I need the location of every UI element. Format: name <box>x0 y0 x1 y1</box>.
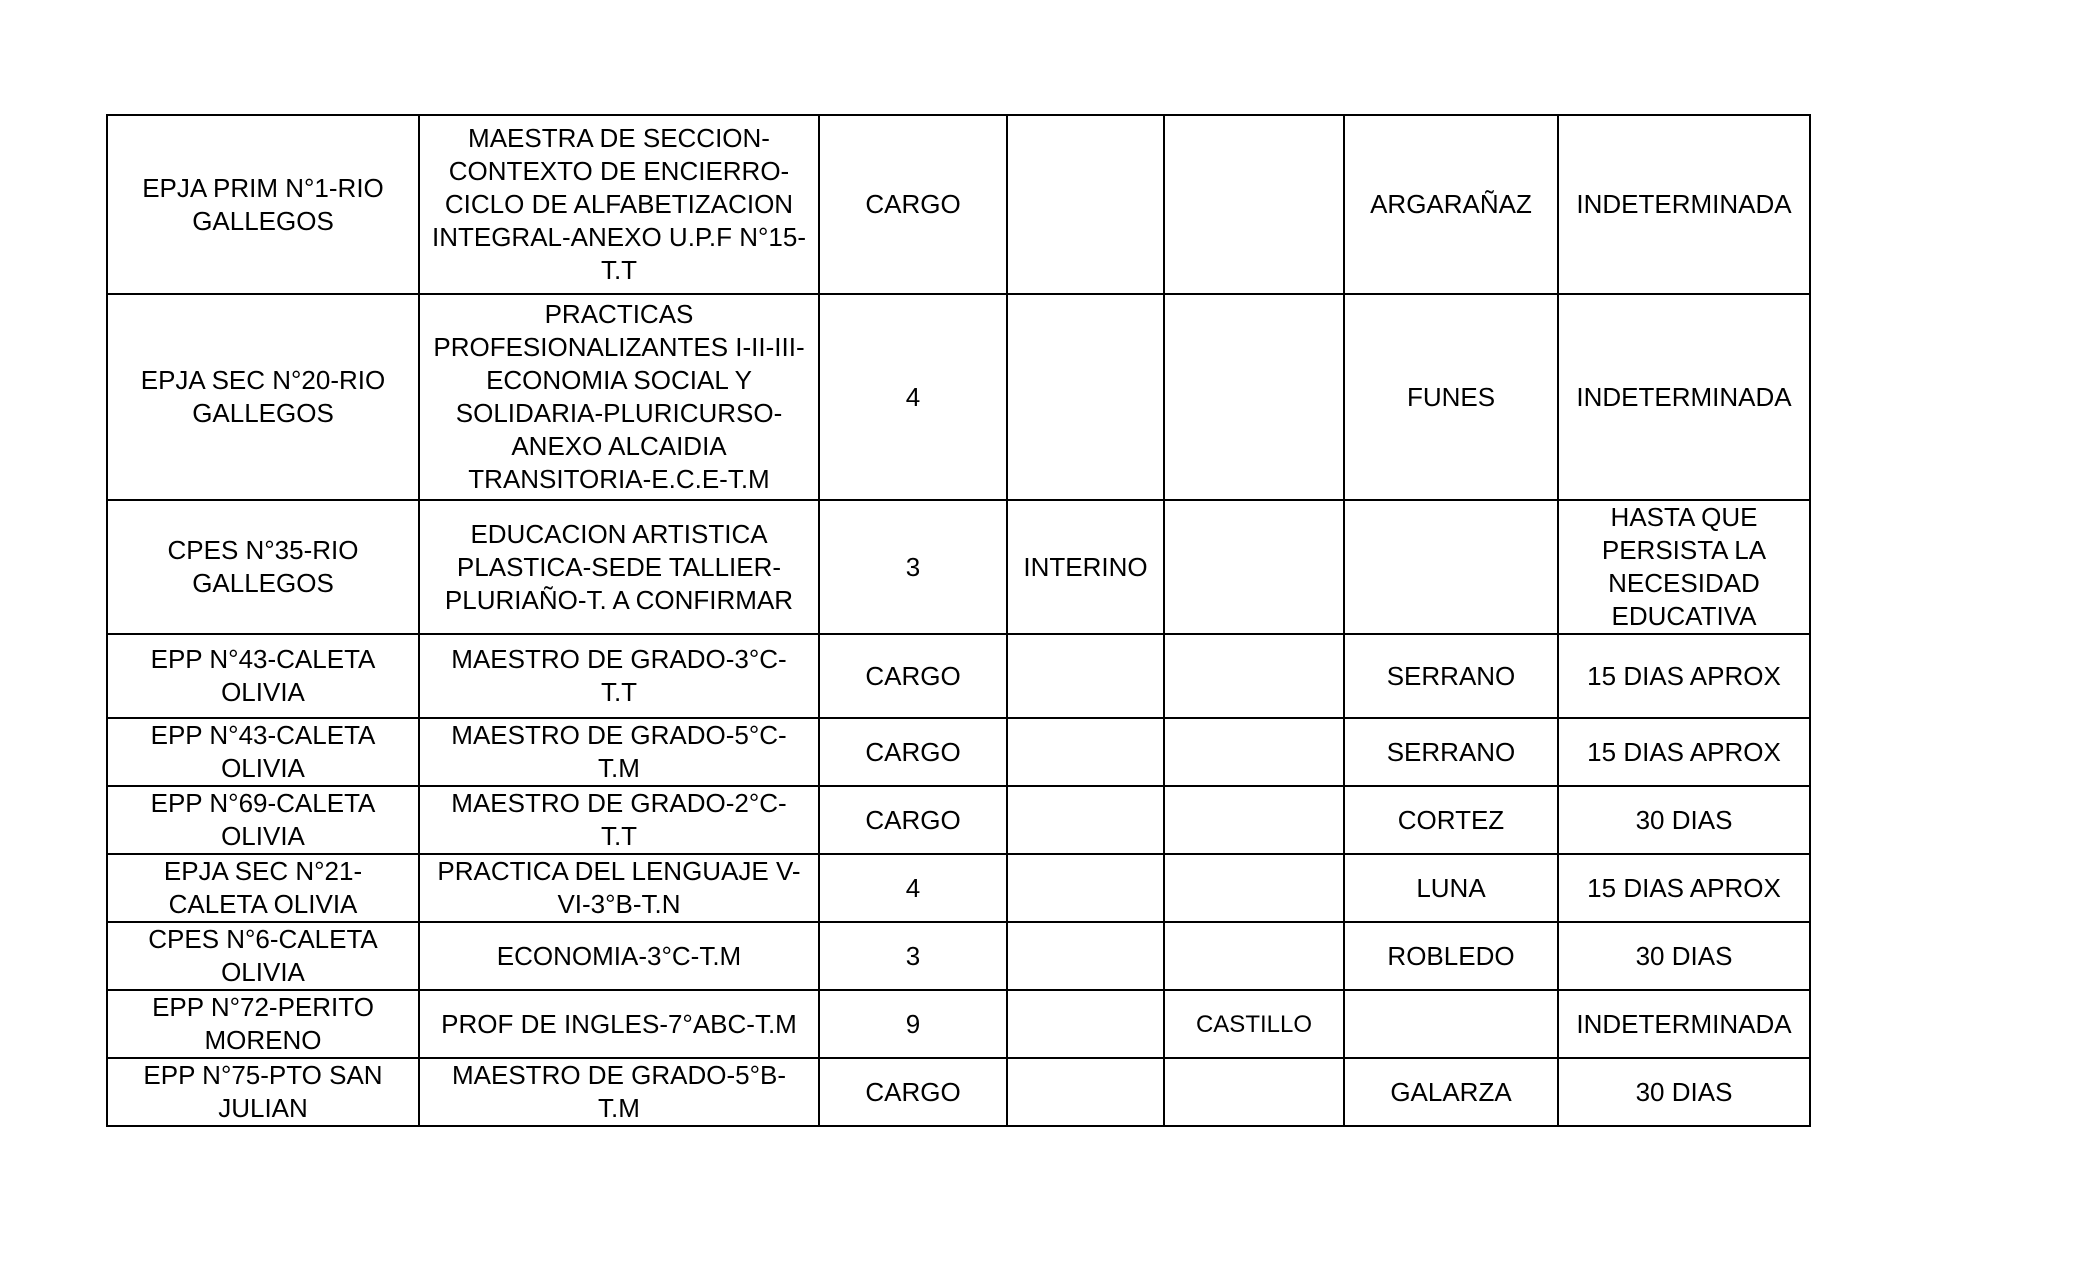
holder-cell: FUNES <box>1344 294 1558 500</box>
status-cell <box>1007 854 1164 922</box>
duration-cell: INDETERMINADA <box>1558 115 1810 294</box>
holder-cell: GALARZA <box>1344 1058 1558 1126</box>
vacancies-table <box>106 114 1811 1127</box>
hours-cell: CARGO <box>819 1058 1007 1126</box>
table-row <box>107 718 1810 786</box>
duration-cell: 15 DIAS APROX <box>1558 854 1810 922</box>
hours-cell: CARGO <box>819 115 1007 294</box>
position-cell: MAESTRO DE GRADO-5°C- T.M <box>419 718 819 786</box>
holder-cell: ROBLEDO <box>1344 922 1558 990</box>
hours-cell: 3 <box>819 922 1007 990</box>
holder-cell: LUNA <box>1344 854 1558 922</box>
status-cell <box>1007 718 1164 786</box>
status-cell <box>1007 1058 1164 1126</box>
school-cell: EPP N°69-CALETA OLIVIA <box>107 786 419 854</box>
hours-cell: 4 <box>819 854 1007 922</box>
status-cell <box>1007 115 1164 294</box>
position-cell: EDUCACION ARTISTICA PLASTICA-SEDE TALLIER- PLURIAÑO-T. A CONFIRMAR <box>419 500 819 634</box>
school-cell: CPES N°6-CALETA OLIVIA <box>107 922 419 990</box>
holder-cell: CORTEZ <box>1344 786 1558 854</box>
replacement-cell <box>1164 922 1344 990</box>
replacement-cell <box>1164 115 1344 294</box>
table-row <box>107 990 1810 1058</box>
table-row <box>107 922 1810 990</box>
table-row <box>107 115 1810 294</box>
hours-cell: 4 <box>819 294 1007 500</box>
position-cell: PRACTICA DEL LENGUAJE V- VI-3°B-T.N <box>419 854 819 922</box>
holder-cell: SERRANO <box>1344 634 1558 718</box>
duration-cell: INDETERMINADA <box>1558 990 1810 1058</box>
status-cell <box>1007 922 1164 990</box>
replacement-cell <box>1164 718 1344 786</box>
position-cell: MAESTRO DE GRADO-2°C- T.T <box>419 786 819 854</box>
status-cell <box>1007 990 1164 1058</box>
position-cell: PRACTICAS PROFESIONALIZANTES I-II-III- ECONOMIA SOCIAL Y SOLIDARIA-PLURICURSO- ANEXO ALCAIDIA TRANSITORIA-E.C.E-T.M <box>419 294 819 500</box>
school-cell: EPP N°43-CALETA OLIVIA <box>107 718 419 786</box>
holder-cell <box>1344 990 1558 1058</box>
table-row <box>107 500 1810 634</box>
status-cell <box>1007 634 1164 718</box>
school-cell: EPJA SEC N°21- CALETA OLIVIA <box>107 854 419 922</box>
status-cell <box>1007 786 1164 854</box>
holder-cell <box>1344 500 1558 634</box>
duration-cell: 30 DIAS <box>1558 786 1810 854</box>
holder-cell: ARGARAÑAZ <box>1344 115 1558 294</box>
replacement-cell: CASTILLO <box>1164 990 1344 1058</box>
position-cell: MAESTRA DE SECCION- CONTEXTO DE ENCIERRO- CICLO DE ALFABETIZACION INTEGRAL-ANEXO U.P.F N°15- T.T <box>419 115 819 294</box>
hours-cell: 9 <box>819 990 1007 1058</box>
status-cell: INTERINO <box>1007 500 1164 634</box>
table-row <box>107 786 1810 854</box>
hours-cell: CARGO <box>819 786 1007 854</box>
duration-cell: 30 DIAS <box>1558 1058 1810 1126</box>
school-cell: EPJA PRIM N°1-RIO GALLEGOS <box>107 115 419 294</box>
replacement-cell <box>1164 1058 1344 1126</box>
position-cell: ECONOMIA-3°C-T.M <box>419 922 819 990</box>
duration-cell: 15 DIAS APROX <box>1558 718 1810 786</box>
table-row <box>107 294 1810 500</box>
school-cell: EPJA SEC N°20-RIO GALLEGOS <box>107 294 419 500</box>
table-row <box>107 634 1810 718</box>
position-cell: PROF DE INGLES-7°ABC-T.M <box>419 990 819 1058</box>
duration-cell: 15 DIAS APROX <box>1558 634 1810 718</box>
duration-cell: HASTA QUE PERSISTA LA NECESIDAD EDUCATIVA <box>1558 500 1810 634</box>
status-cell <box>1007 294 1164 500</box>
hours-cell: CARGO <box>819 634 1007 718</box>
position-cell: MAESTRO DE GRADO-5°B- T.M <box>419 1058 819 1126</box>
replacement-cell <box>1164 786 1344 854</box>
table-row <box>107 1058 1810 1126</box>
duration-cell: INDETERMINADA <box>1558 294 1810 500</box>
replacement-cell <box>1164 854 1344 922</box>
school-cell: EPP N°75-PTO SAN JULIAN <box>107 1058 419 1126</box>
hours-cell: CARGO <box>819 718 1007 786</box>
replacement-cell <box>1164 294 1344 500</box>
position-cell: MAESTRO DE GRADO-3°C- T.T <box>419 634 819 718</box>
school-cell: EPP N°43-CALETA OLIVIA <box>107 634 419 718</box>
replacement-cell <box>1164 634 1344 718</box>
school-cell: CPES N°35-RIO GALLEGOS <box>107 500 419 634</box>
replacement-cell <box>1164 500 1344 634</box>
hours-cell: 3 <box>819 500 1007 634</box>
school-cell: EPP N°72-PERITO MORENO <box>107 990 419 1058</box>
holder-cell: SERRANO <box>1344 718 1558 786</box>
table-row <box>107 854 1810 922</box>
duration-cell: 30 DIAS <box>1558 922 1810 990</box>
